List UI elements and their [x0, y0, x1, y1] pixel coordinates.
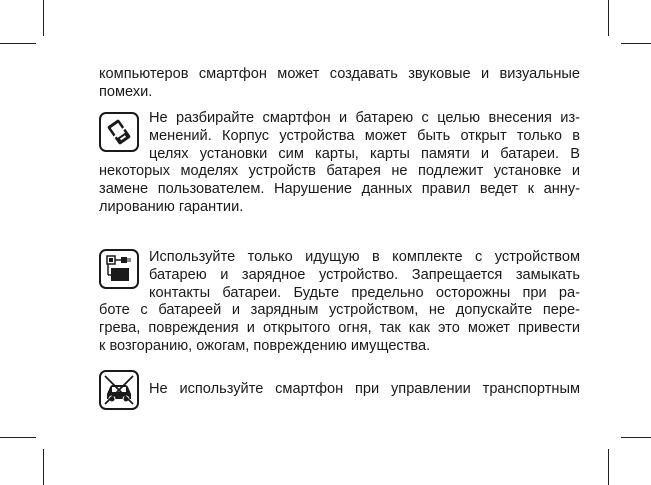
crop-mark	[0, 43, 36, 44]
text-line: контакты батареи. Будьте предельно осторожны при ра-	[149, 284, 580, 301]
text-line: Не разбирайте смартфон и батарею с целью внесения из-	[149, 110, 580, 126]
text-line: лированию гарантии.	[99, 198, 244, 215]
text-line: замене пользователем. Нарушение данных правил ведет к анну-	[99, 181, 580, 198]
text-line: компьютеров смартфон может создавать звуковые и визуальные	[99, 66, 580, 82]
crop-mark	[43, 449, 44, 485]
text-line: менений. Корпус устройства может быть открыт только в	[149, 127, 580, 144]
crop-mark	[43, 0, 44, 36]
text-line: некоторых моделях устройств батарея не подлежит установке и	[99, 163, 580, 180]
text-line: Используйте только идущую в комплекте с устройством	[149, 249, 580, 265]
paragraph-intro	[99, 66, 580, 102]
text-line: грева, повреждения и открытого огня, так как это может привести	[99, 320, 580, 337]
crop-mark	[608, 449, 609, 485]
crop-mark	[621, 43, 651, 44]
paragraph-disassembly	[99, 110, 580, 217]
text-line: помехи.	[99, 83, 153, 100]
paragraph-battery	[99, 249, 580, 356]
text-line: Не используйте смартфон при управлении транспортным	[149, 381, 580, 397]
text-line: боте с батареей и зарядным устройством, не допускайте пере-	[99, 302, 580, 319]
text-line: батарею и зарядное устройство. Запрещается замыкать	[149, 266, 580, 283]
crop-mark	[0, 437, 36, 438]
text-line: целях установки сим карты, карты памяти и батареи. В	[149, 145, 580, 162]
text-line: к возгоранию, ожогам, повреждению имущества.	[99, 337, 431, 354]
crop-mark	[608, 0, 609, 36]
paragraph-driving	[99, 381, 580, 399]
crop-mark	[621, 437, 651, 438]
